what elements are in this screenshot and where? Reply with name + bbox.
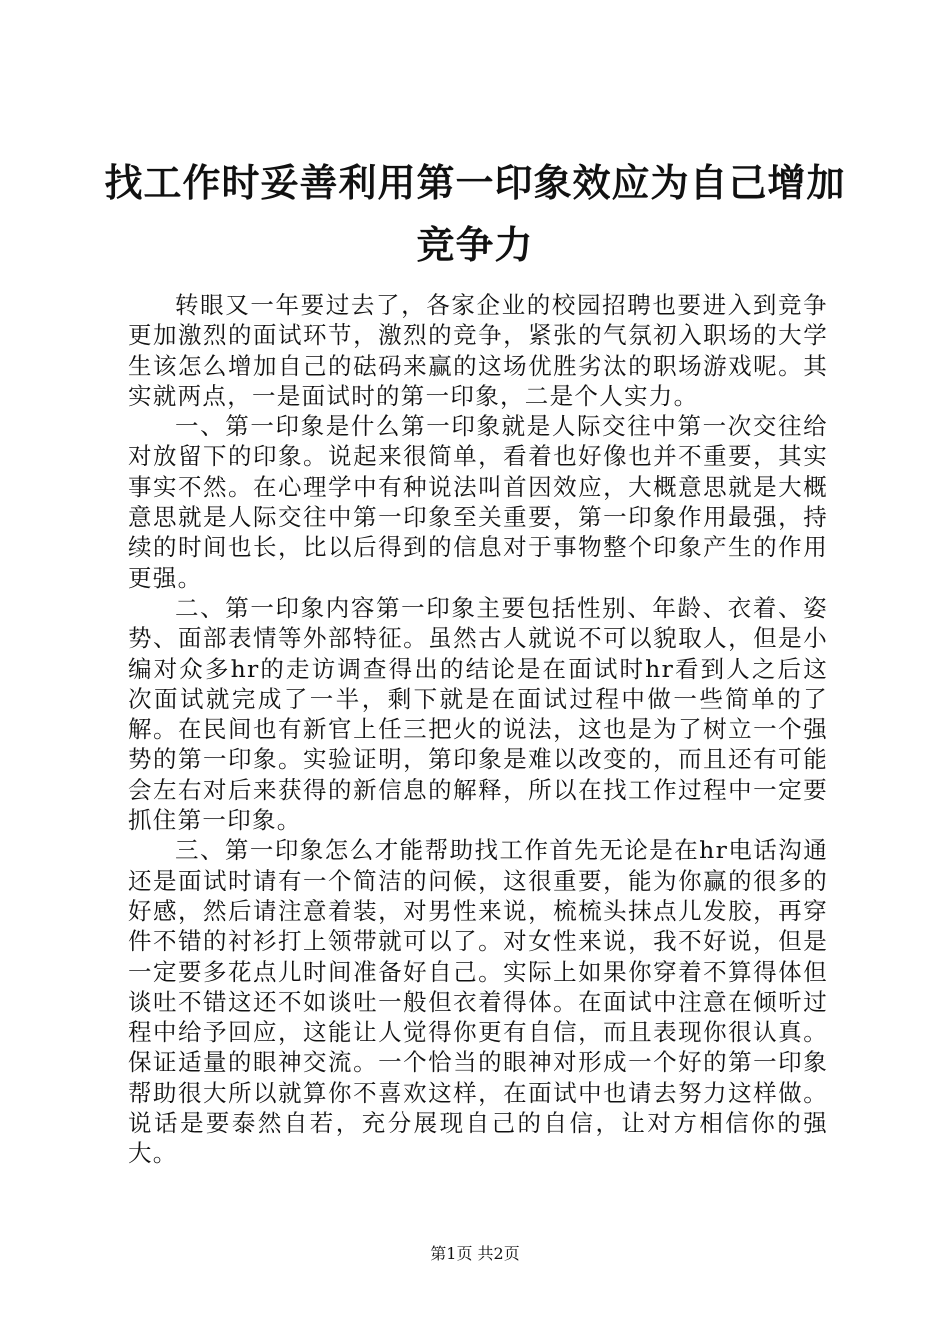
- paragraph-section-1: 一、第一印象是什么第一印象就是人际交往中第一次交往给对放留下的印象。说起来很简单，看着也好像也并不重要，其实事实不然。在心理学中有种说法叫首因效应，大概意思就是大概意思就是人际交往中第一印象至关重要，第一印象作用最强，持续的时间也长，比以后得到的信息对于事物整个印象产生的作用更强。: [128, 412, 828, 592]
- document-title: 找工作时妥善利用第一印象效应为自己增加竞争力: [104, 160, 846, 267]
- paragraph-section-3: 三、第一印象怎么才能帮助找工作首先无论是在hr电话沟通还是面试时请有一个简洁的问候，这很重要，能为你赢的很多的好感，然后请注意着装，对男性来说，梳梳头抹点儿发胶，再穿件不错的衬衫打上领带就可以了。对女性来说，我不好说，但是一定要多花点儿时间准备好自己。实际上如果你穿着不算得体但谈吐不错这还不如谈吐一般但衣着得体。在面试中注意在倾听过程中给予回应，这能让人觉得你更有自信，而且表现你很认真。保证适量的眼神交流。一个恰当的眼神对形成一个好的第一印象帮助很大所以就算你不喜欢这样，在面试中也请去努力这样做。说话是要泰然自若，充分展现自己的自信，让对方相信你的强大。: [128, 836, 828, 1168]
- paragraph-section-2: 二、第一印象内容第一印象主要包括性别、年龄、衣着、姿势、面部表情等外部特征。虽然古人就说不可以貌取人，但是小编对众多hr的走访调查得出的结论是在面试时hr看到人之后这次面试就完成了一半，剩下就是在面试过程中做一些简单的了解。在民间也有新官上任三把火的说法，这也是为了树立一个强势的第一印象。实验证明，第印象是难以改变的，而且还有可能会左右对后来获得的新信息的解释，所以在找工作过程中一定要抓住第一印象。: [128, 593, 828, 835]
- paragraph-intro: 转眼又一年要过去了，各家企业的校园招聘也要进入到竞争更加激烈的面试环节，激烈的竞争，紧张的气氛初入职场的大学生该怎么增加自己的砝码来赢的这场优胜劣汰的职场游戏呢。其实就两点，一是面试时的第一印象，二是个人实力。: [128, 291, 828, 410]
- page-footer: 第1页 共2页: [430, 1244, 520, 1263]
- document-body: [128, 290, 828, 1169]
